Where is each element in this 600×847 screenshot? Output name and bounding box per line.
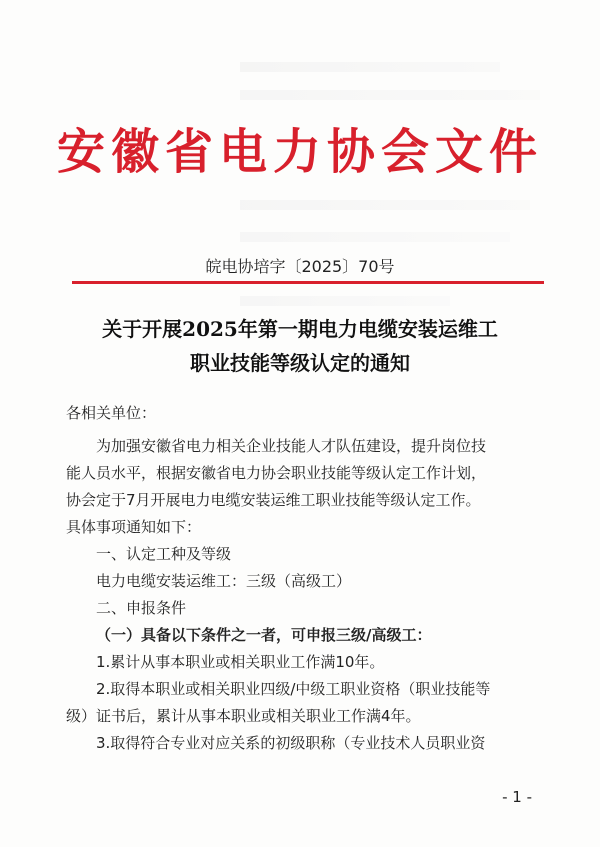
- notice-title-line-1: 关于开展2025年第一期电力电缆安装运维工: [102, 317, 498, 341]
- notice-title-line-2: 职业技能等级认定的通知: [190, 351, 410, 375]
- intro-line-1: 为加强安徽省电力相关企业技能人才队伍建设，提升岗位技: [96, 437, 487, 455]
- section-1-heading: 一、认定工种及等级: [96, 545, 232, 563]
- red-divider-line: [72, 281, 544, 284]
- condition-item-2-line-2: 级）证书后，累计从事本职业或相关职业工作满4年。: [66, 707, 421, 725]
- condition-item-1: 1.累计从事本职业或相关职业工作满10年。: [96, 653, 385, 671]
- intro-line-3: 协会定于7月开展电力电缆安装运维工职业技能等级认定工作。: [66, 491, 481, 509]
- subsection-1-heading: （一）具备以下条件之一者，可申报三级/高级工：: [96, 626, 432, 644]
- masthead-title: 安徽省电力协会文件: [56, 124, 543, 180]
- intro-line-2: 能人员水平，根据安徽省电力协会职业技能等级认定工作计划，: [66, 464, 487, 482]
- condition-item-2-line-1: 2.取得本职业或相关职业四级/中级工职业资格（职业技能等: [96, 680, 491, 698]
- section-1-content: 电力电缆安装运维工：三级（高级工）: [96, 572, 352, 590]
- page-number: - 1 -: [502, 788, 532, 806]
- intro-line-4: 具体事项通知如下：: [66, 518, 202, 536]
- section-2-heading: 二、申报条件: [96, 599, 187, 617]
- document-number: 皖电协培字〔2025〕70号: [205, 257, 395, 276]
- condition-item-3: 3.取得符合专业对应关系的初级职称（专业技术人员职业资: [96, 734, 486, 752]
- salutation: 各相关单位：: [66, 404, 157, 422]
- notice-title: [0, 312, 600, 380]
- notice-body: [66, 400, 544, 757]
